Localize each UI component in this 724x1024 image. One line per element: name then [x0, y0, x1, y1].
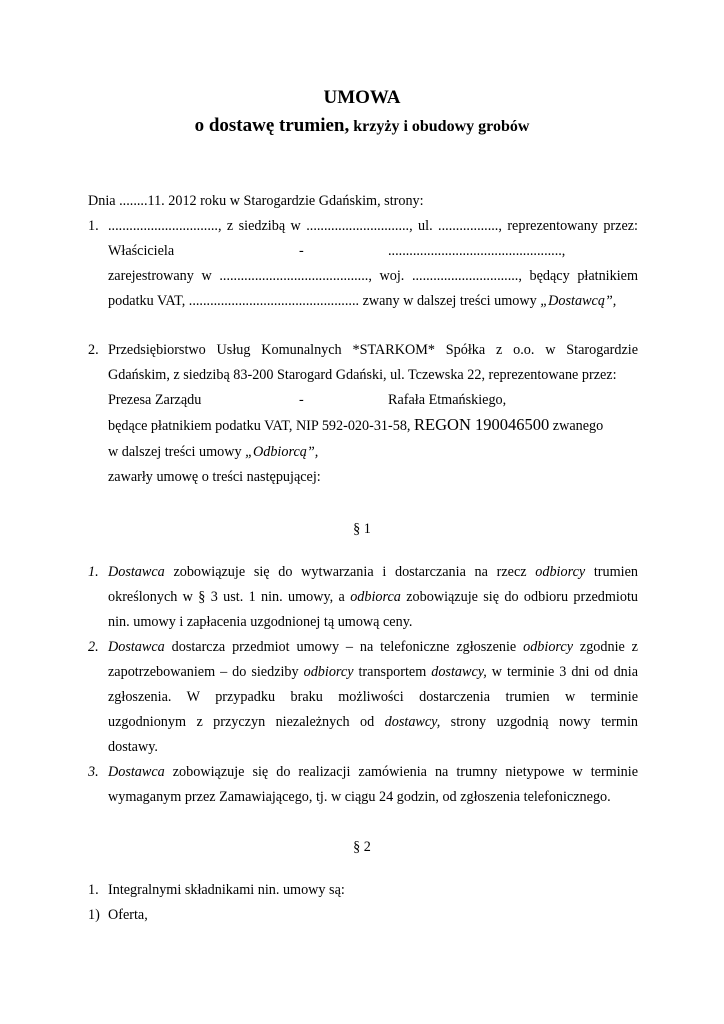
party2-line1: Przedsiębiorstwo Usług Komunalnych *STARKOM* Spółka z o.o. w Starogardzie [108, 342, 638, 358]
party2-line4 [108, 416, 603, 435]
s1-p1-line1 [108, 563, 638, 581]
s1-text: w terminie 3 dni od dnia [486, 664, 639, 680]
s1-p2-line2 [108, 663, 638, 681]
s2-p1-text: Integralnymi składnikami nin. umowy są: [108, 882, 345, 898]
s1-term: Dostawca [108, 639, 165, 655]
document-subtitle [0, 114, 724, 139]
s1-text: uzgodnionym z przyczyn niezależnych od [108, 714, 385, 730]
party1-owner-name: ................................................., [388, 243, 566, 259]
s2-p1-number: 1. [88, 882, 99, 898]
party2-line5-text: w dalszej treści umowy [108, 444, 246, 460]
section-2-heading: § 2 [353, 839, 371, 855]
party2-role: Prezesa Zarządu [108, 392, 202, 408]
party1-number: 1. [88, 218, 99, 234]
subtitle-part-b: krzyży i obudowy grobów [349, 118, 530, 135]
s1-text: zapotrzebowaniem – do siedziby [108, 664, 304, 680]
s1-term: odbiorcy [523, 639, 574, 655]
s1-p2-line3: zgłoszenia. W przypadku braku możliwości dostarczenia trumien w terminie [108, 689, 638, 705]
party2-regon: REGON 190046500 [414, 415, 550, 434]
s1-term: dostawcy, [384, 714, 441, 730]
s1-p3-line1 [108, 763, 638, 781]
s1-p1-number: 1. [88, 564, 99, 580]
s1-text: określonych w § 3 ust. 1 nin. umowy, a [108, 589, 351, 605]
s1-p3-line2: wymaganym przez Zamawiającego, tj. w ciągu 24 godzin, od zgłoszenia telefonicznego. [108, 789, 611, 805]
subtitle-part-a: o dostawę trumien, [194, 115, 350, 136]
party1-alias: „Dostawcą”, [540, 293, 617, 309]
party2-line6: zawarły umowę o treści następującej: [108, 469, 321, 485]
s1-p1-line3: nin. umowy i zapłacenia uzgodnionej tą umową ceny. [108, 614, 413, 630]
section-1-heading: § 1 [353, 521, 371, 537]
s1-term: Dostawca [108, 564, 165, 580]
party2-representative: Rafała Etmańskiego, [388, 392, 507, 408]
s2-p2-number: 1) [88, 907, 100, 923]
s1-p3-number: 3. [88, 764, 99, 780]
party1-dash: - [299, 243, 304, 259]
s1-text: trumien [585, 564, 638, 580]
s1-term: odbiorca [350, 589, 401, 605]
s2-p2-text: Oferta, [108, 907, 148, 923]
s1-p2-line4 [108, 713, 638, 731]
party1-line4-text: podatku VAT, ................................................ zwany w dalszej treści umowy [108, 293, 541, 309]
s1-text: zgodnie z [573, 639, 638, 655]
party2-line2: Gdańskim, z siedzibą 83-200 Starogard Gdański, ul. Tczewska 22, reprezentowane przez: [108, 367, 617, 383]
party2-alias: „Odbiorcą”, [245, 444, 319, 460]
s1-term: odbiorcy [303, 664, 354, 680]
intro-line: Dnia ........11. 2012 roku w Starogardzie Gdańskim, strony: [88, 193, 424, 209]
s1-term: Dostawca [108, 764, 165, 780]
s1-term: odbiorcy [535, 564, 586, 580]
s1-text: zobowiązuje się do odbioru przedmiotu [400, 589, 638, 605]
s1-term: dostawcy, [431, 664, 487, 680]
s1-p2-line1 [108, 638, 638, 656]
party2-dash: - [299, 392, 304, 408]
party1-line1: ..............................., z siedzibą w ............................., ul. ................., reprezentowany przez: [108, 218, 638, 234]
s1-text: strony uzgodnią nowy termin [440, 714, 638, 730]
document-title: UMOWA [323, 87, 401, 108]
s1-text: transportem [353, 664, 432, 680]
party2-line4-end: zwanego [549, 418, 604, 434]
s1-p2-line5: dostawy. [108, 739, 158, 755]
s1-p1-line2 [108, 588, 638, 606]
s1-text: dostarcza przedmiot umowy – na telefoniczne zgłoszenie [164, 639, 524, 655]
s1-text: zobowiązuje się do realizacji zamówienia na trumny nietypowe w terminie [164, 764, 638, 780]
party1-line4 [108, 292, 616, 310]
party2-vat-text: będące płatnikiem podatku VAT, NIP 592-020-31-58, [108, 418, 415, 434]
s1-text: zobowiązuje się do wytwarzania i dostarczania na rzecz [164, 564, 536, 580]
s1-p2-number: 2. [88, 639, 99, 655]
party1-line3: zarejestrowany w .........................................., woj. .............................., będący płatnikiem [108, 268, 638, 284]
party2-number: 2. [88, 342, 99, 358]
party1-owner-label: Właściciela [108, 243, 175, 259]
party2-line5 [108, 443, 318, 461]
